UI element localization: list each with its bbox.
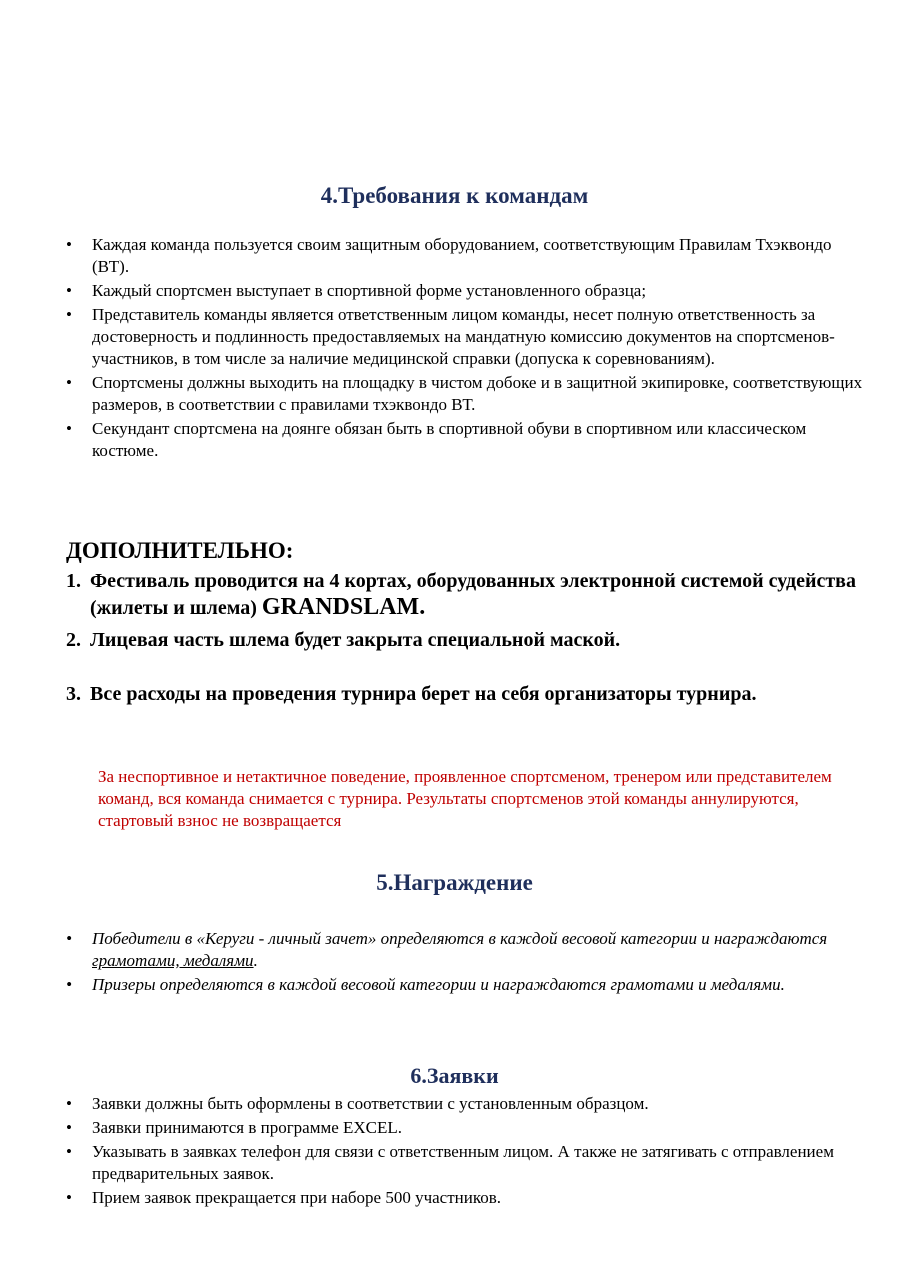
list-number: 1. [66, 570, 81, 592]
list-item: • Призеры определяются в каждой весовой категории и награждаются грамотами и медалями. [90, 974, 865, 996]
section-4-list [90, 234, 865, 464]
warning-note: За неспортивное и нетактичное поведение, проявленное спортсменом, тренером или представителем команд, вся команда снимается с турнира. Результаты спортсменов этой команды аннулируются, стартовый взнос не возвращается [98, 767, 832, 830]
list-item [66, 681, 860, 707]
list-item [66, 568, 860, 621]
extra-title: ДОПОЛНИТЕЛЬНО: [66, 538, 294, 563]
list-item-text: Все расходы на проведения турнира берет на себя организаторы турнира. [90, 683, 757, 705]
list-item [66, 627, 860, 653]
section-4-title: 4.Требования к командам [320, 183, 589, 208]
list-item: • Каждый спортсмен выступает в спортивной форме установленного образца; [90, 280, 865, 302]
section-5-list [90, 928, 865, 998]
extra-list [66, 568, 860, 707]
list-item: • Секундант спортсмена на доянге обязан быть в спортивной обуви в спортивном или классическом костюме. [90, 418, 865, 462]
list-item-text: Лицевая часть шлема будет закрыта специальной маской. [90, 629, 621, 651]
list-item-text: Фестиваль проводится на 4 кортах, оборудованных электронной системой судейства (жилеты и шлема) [90, 570, 856, 619]
list-item: • Прием заявок прекращается при наборе 500 участников. [90, 1187, 865, 1209]
list-item: • Каждая команда пользуется своим защитным оборудованием, соответствующим Правилам Тхэквондо (ВТ). [90, 234, 865, 278]
list-number: 2. [66, 629, 81, 651]
list-item: • Заявки должны быть оформлены в соответствии с установленным образцом. [90, 1093, 865, 1115]
list-item-end: . [253, 951, 258, 970]
section-5-title: 5.Награждение [376, 870, 533, 895]
section-6-title: 6.Заявки [410, 1063, 499, 1088]
list-number: 3. [66, 683, 81, 705]
brand-text: GRANDSLAM. [261, 594, 426, 620]
section-6-list [90, 1093, 865, 1211]
list-item: • Представитель команды является ответственным лицом команды, несет полную ответственность за достоверность и подлинность предоставляемых на мандатную комиссию документов на спортсменов-участников, в том числе за наличие медицинской справки (допуска к соревнованиям). [90, 304, 865, 370]
list-item: • Спортсмены должны выходить на площадку в чистом добоке и в защитной экипировке, соответствующих размеров, в соответствии с правилами тхэквондо ВТ. [90, 372, 865, 416]
list-item-text: Победители в «Керуги - личный зачет» определяются в каждой весовой категории и награждаются [92, 929, 828, 948]
list-item: • Указывать в заявках телефон для связи с ответственным лицом. А также не затягивать с отправлением предварительных заявок. [90, 1141, 865, 1185]
list-item [90, 928, 865, 972]
underlined-text: грамотами, медалями [92, 951, 254, 970]
list-item: • Заявки принимаются в программе EXCEL. [90, 1117, 865, 1139]
